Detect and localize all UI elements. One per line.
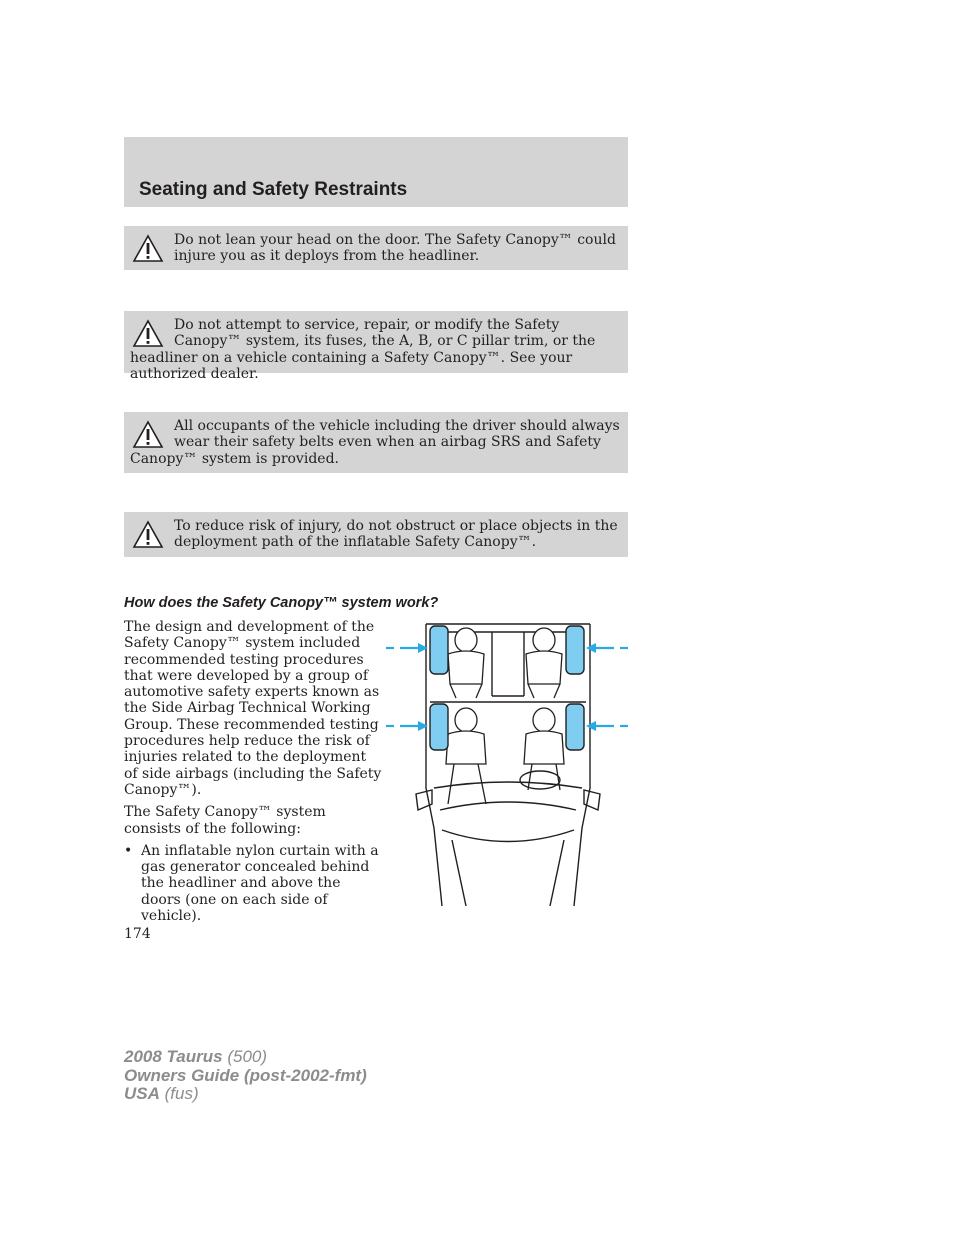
footer-model: 2008 Taurus	[124, 1047, 223, 1066]
document-footer	[124, 1048, 367, 1104]
page-number: 174	[124, 926, 151, 942]
occupant-figures	[446, 628, 564, 804]
airbag-curtain-right-rear	[566, 704, 584, 750]
warning-triangle-icon	[132, 520, 164, 550]
warning-text: All occupants of the vehicle including the driver should always wear their safety belts even when an airbag SRS and Safety Canopy™ system is provided.	[130, 418, 620, 467]
body-paragraph: The design and development of the Safety Canopy™ system included recommended testing procedures that were developed by a group of automotive safety experts known as the Side Airbag Technical Working Group. These recommended testing procedures help reduce the risk of injuries related to the deployment of side airbags (including the Safety Canopy™).	[124, 619, 382, 798]
warning-text: Do not lean your head on the door. The Safety Canopy™ could injure you as it deploys from the headliner.	[174, 232, 616, 265]
airbag-curtain-left-front	[430, 626, 448, 674]
warning-triangle-icon	[132, 319, 164, 349]
warning-triangle-icon	[132, 420, 164, 450]
warning-box	[124, 226, 628, 270]
footer-guide: Owners Guide (post-2002-fmt)	[124, 1065, 367, 1085]
warning-box	[124, 512, 628, 557]
footer-model-code: (500)	[227, 1047, 268, 1066]
airbag-curtains	[430, 626, 584, 750]
airbag-curtain-left-rear	[430, 704, 448, 750]
section-header-band	[124, 137, 628, 207]
body-paragraph: The Safety Canopy™ system consists of the following:	[124, 804, 326, 837]
safety-canopy-diagram	[382, 618, 632, 908]
warning-box	[124, 311, 628, 383]
footer-market: USA	[124, 1084, 160, 1103]
deployment-arrows	[386, 643, 628, 731]
section-title: Seating and Safety Restraints	[139, 179, 408, 200]
warning-text: To reduce risk of injury, do not obstruct or place objects in the deployment path of the inflatable Safety Canopy™.	[174, 518, 618, 551]
body-text-column	[124, 619, 382, 924]
bullet-dot-icon: •	[124, 842, 133, 859]
section-subheading: How does the Safety Canopy™ system work?	[124, 595, 439, 611]
warning-box	[124, 412, 628, 473]
bullet-item	[124, 843, 382, 924]
warning-text: Do not attempt to service, repair, or modify the Safety Canopy™ system, its fuses, the A, B, or C pillar trim, or the headliner on a vehicle containing a Safety Canopy™. See your authorized dealer.	[130, 317, 596, 383]
airbag-curtain-right-front	[566, 626, 584, 674]
footer-market-code: (fus)	[164, 1084, 199, 1103]
bullet-text: An inflatable nylon curtain with a gas generator concealed behind the headliner and above the doors (one on each side of vehicle).	[141, 842, 379, 925]
warning-triangle-icon	[132, 234, 164, 264]
